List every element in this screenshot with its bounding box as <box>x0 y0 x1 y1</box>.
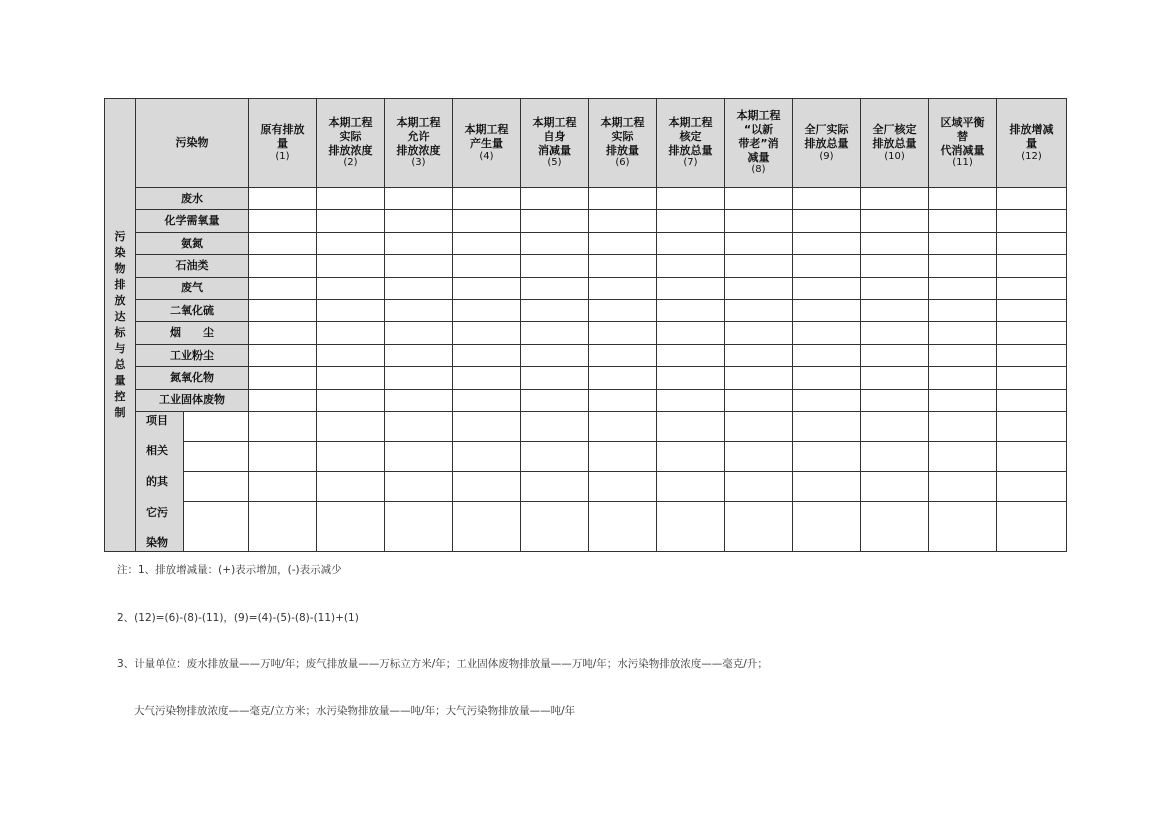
data-cell <box>657 299 725 321</box>
column-header-number: (11) <box>952 157 973 169</box>
note-2: 2、(12)=(6)-(8)-(11)，(9)=(4)-(5)-(8)-(11)+(1) <box>117 612 359 624</box>
data-cell <box>317 232 385 254</box>
data-cell <box>453 210 521 232</box>
other-pollutants-label-line: 它污 <box>146 505 168 519</box>
data-cell <box>453 322 521 344</box>
data-cell <box>453 389 521 411</box>
data-cell <box>589 389 657 411</box>
data-cell <box>385 344 453 366</box>
pollutant-header: 污染物 <box>136 99 249 188</box>
data-cell <box>657 322 725 344</box>
data-cell <box>929 299 997 321</box>
data-cell <box>453 411 521 441</box>
column-header-number: (12) <box>1021 150 1042 162</box>
column-header <box>997 99 1067 188</box>
data-cell <box>793 411 861 441</box>
column-header <box>657 99 725 188</box>
data-cell <box>997 277 1067 299</box>
pollutant-row-label: 化学需氧量 <box>136 210 249 232</box>
data-cell <box>589 255 657 277</box>
data-cell <box>521 344 589 366</box>
data-cell <box>657 232 725 254</box>
data-cell <box>385 501 453 551</box>
column-header-label: 全厂实际 排放总量 <box>804 123 849 150</box>
data-cell <box>657 188 725 210</box>
data-cell <box>249 411 317 441</box>
data-cell <box>453 299 521 321</box>
column-header-label: 原有排放 量 <box>260 123 305 150</box>
data-cell <box>249 277 317 299</box>
data-cell <box>657 471 725 501</box>
data-cell <box>453 232 521 254</box>
data-cell <box>929 441 997 471</box>
data-cell <box>793 322 861 344</box>
data-cell <box>249 188 317 210</box>
column-header-number: (10) <box>884 150 905 162</box>
data-cell <box>521 367 589 389</box>
column-header-label: 本期工程 “以新 带老”消 减量 <box>736 109 781 164</box>
data-cell <box>385 441 453 471</box>
data-cell <box>929 501 997 551</box>
data-cell <box>657 210 725 232</box>
column-header-number: (3) <box>411 157 426 169</box>
data-cell <box>589 277 657 299</box>
data-cell <box>589 322 657 344</box>
column-header-number: (2) <box>343 157 358 169</box>
data-cell <box>589 299 657 321</box>
side-label-cell <box>105 99 136 552</box>
data-cell <box>521 299 589 321</box>
data-cell <box>861 501 929 551</box>
column-header-number: (7) <box>683 157 698 169</box>
data-cell <box>861 210 929 232</box>
data-cell <box>861 344 929 366</box>
data-cell <box>385 389 453 411</box>
column-header <box>589 99 657 188</box>
data-cell <box>929 210 997 232</box>
other-pollutants-label-line: 染物 <box>146 536 168 550</box>
data-cell <box>929 367 997 389</box>
data-cell <box>249 210 317 232</box>
data-cell <box>861 299 929 321</box>
data-cell <box>725 344 793 366</box>
data-cell <box>997 389 1067 411</box>
column-header-number: (5) <box>547 157 562 169</box>
data-cell <box>521 389 589 411</box>
data-cell <box>317 277 385 299</box>
data-cell <box>317 344 385 366</box>
data-cell <box>249 322 317 344</box>
data-cell <box>657 344 725 366</box>
data-cell <box>317 367 385 389</box>
pollutant-row-label: 废水 <box>136 188 249 210</box>
data-cell <box>589 441 657 471</box>
pollutant-row-label: 工业固体废物 <box>136 389 249 411</box>
data-cell <box>249 441 317 471</box>
data-cell <box>317 299 385 321</box>
data-cell <box>589 344 657 366</box>
other-pollutant-name-cell <box>184 501 249 551</box>
data-cell <box>725 501 793 551</box>
data-cell <box>385 210 453 232</box>
data-cell <box>929 277 997 299</box>
other-pollutants-label-line: 项目 <box>146 413 168 427</box>
data-cell <box>385 411 453 441</box>
data-cell <box>997 367 1067 389</box>
data-cell <box>657 367 725 389</box>
column-header-number: (8) <box>751 164 766 176</box>
data-cell <box>589 188 657 210</box>
data-cell <box>725 389 793 411</box>
data-cell <box>657 411 725 441</box>
data-cell <box>249 255 317 277</box>
data-cell <box>657 277 725 299</box>
data-cell <box>453 367 521 389</box>
note-3: 3、计量单位：废水排放量——万吨/年；废气排放量——万标立方米/年；工业固体废物排放量——万吨/年；水污染物排放浓度——毫克/升； <box>117 658 768 670</box>
column-header-label: 本期工程 产生量 <box>464 123 509 150</box>
data-cell <box>793 344 861 366</box>
column-header <box>453 99 521 188</box>
data-cell <box>861 389 929 411</box>
data-cell <box>793 441 861 471</box>
column-header <box>861 99 929 188</box>
data-cell <box>249 501 317 551</box>
data-cell <box>861 188 929 210</box>
data-cell <box>317 441 385 471</box>
data-cell <box>385 188 453 210</box>
other-pollutant-name-cell <box>184 441 249 471</box>
data-cell <box>929 255 997 277</box>
column-header-label: 本期工程 实际 排放量 <box>600 116 645 157</box>
data-cell <box>997 344 1067 366</box>
data-cell <box>589 210 657 232</box>
data-cell <box>929 188 997 210</box>
pollutant-control-table <box>104 98 1067 552</box>
data-cell <box>249 471 317 501</box>
data-cell <box>861 471 929 501</box>
data-cell <box>385 255 453 277</box>
data-cell <box>317 471 385 501</box>
column-header-label: 区域平衡 替 代消减量 <box>940 116 985 157</box>
column-header-label: 本期工程 允许 排放浓度 <box>396 116 441 157</box>
data-cell <box>657 255 725 277</box>
data-cell <box>453 501 521 551</box>
data-cell <box>793 471 861 501</box>
data-cell <box>725 232 793 254</box>
note-1: 注：1、排放增减量：(+)表示增加，(-)表示减少 <box>117 564 342 576</box>
data-cell <box>929 389 997 411</box>
data-cell <box>861 232 929 254</box>
data-cell <box>929 232 997 254</box>
pollutant-row-label: 工业粉尘 <box>136 344 249 366</box>
column-header-number: (9) <box>819 150 834 162</box>
data-cell <box>385 299 453 321</box>
data-cell <box>521 277 589 299</box>
data-cell <box>317 389 385 411</box>
data-cell <box>793 299 861 321</box>
data-cell <box>861 255 929 277</box>
data-cell <box>725 322 793 344</box>
data-cell <box>929 411 997 441</box>
data-cell <box>793 188 861 210</box>
data-cell <box>861 322 929 344</box>
data-cell <box>997 299 1067 321</box>
data-cell <box>317 188 385 210</box>
data-cell <box>521 411 589 441</box>
pollutant-row-label: 氨氮 <box>136 232 249 254</box>
column-header-label: 本期工程 核定 排放总量 <box>668 116 713 157</box>
column-header-number: (4) <box>479 150 494 162</box>
column-header <box>317 99 385 188</box>
data-cell <box>453 188 521 210</box>
column-header <box>793 99 861 188</box>
other-pollutants-label-line: 的其 <box>146 475 168 489</box>
data-cell <box>997 411 1067 441</box>
data-cell <box>997 441 1067 471</box>
data-cell <box>317 322 385 344</box>
data-cell <box>997 255 1067 277</box>
column-header <box>521 99 589 188</box>
pollutant-row-label: 烟 尘 <box>136 322 249 344</box>
data-cell <box>929 322 997 344</box>
column-header-label: 全厂核定 排放总量 <box>872 123 917 150</box>
data-cell <box>725 411 793 441</box>
data-cell <box>385 367 453 389</box>
pollutant-row-label: 石油类 <box>136 255 249 277</box>
data-cell <box>589 367 657 389</box>
data-cell <box>385 277 453 299</box>
data-cell <box>929 471 997 501</box>
data-cell <box>997 501 1067 551</box>
pollutant-row-label: 二氧化硫 <box>136 299 249 321</box>
data-cell <box>997 232 1067 254</box>
column-header <box>249 99 317 188</box>
data-cell <box>793 501 861 551</box>
data-cell <box>997 210 1067 232</box>
data-cell <box>861 277 929 299</box>
data-cell <box>725 441 793 471</box>
data-cell <box>793 367 861 389</box>
data-cell <box>725 299 793 321</box>
data-cell <box>521 255 589 277</box>
data-cell <box>249 344 317 366</box>
column-header-number: (6) <box>615 157 630 169</box>
data-cell <box>453 255 521 277</box>
data-cell <box>861 411 929 441</box>
data-cell <box>657 389 725 411</box>
data-cell <box>385 471 453 501</box>
data-cell <box>793 277 861 299</box>
other-pollutant-name-cell <box>184 411 249 441</box>
data-cell <box>657 501 725 551</box>
data-cell <box>793 389 861 411</box>
data-cell <box>453 441 521 471</box>
data-cell <box>317 255 385 277</box>
column-header <box>725 99 793 188</box>
data-cell <box>317 210 385 232</box>
data-cell <box>861 367 929 389</box>
data-cell <box>317 411 385 441</box>
data-cell <box>385 232 453 254</box>
data-cell <box>861 441 929 471</box>
data-cell <box>521 471 589 501</box>
data-cell <box>793 255 861 277</box>
data-cell <box>589 471 657 501</box>
data-cell <box>725 367 793 389</box>
data-cell <box>725 188 793 210</box>
data-cell <box>249 232 317 254</box>
column-header-label: 排放增减 量 <box>1009 123 1054 150</box>
column-header-label: 本期工程 自身 消减量 <box>532 116 577 157</box>
data-cell <box>793 210 861 232</box>
column-header <box>385 99 453 188</box>
data-cell <box>725 210 793 232</box>
data-cell <box>521 210 589 232</box>
column-header-label: 本期工程 实际 排放浓度 <box>328 116 373 157</box>
data-cell <box>521 441 589 471</box>
data-cell <box>725 255 793 277</box>
data-cell <box>521 501 589 551</box>
other-pollutants-label-line: 相关 <box>146 444 168 458</box>
data-cell <box>453 471 521 501</box>
data-cell <box>385 322 453 344</box>
note-4: 大气污染物排放浓度——毫克/立方米；水污染物排放量——吨/年；大气污染物排放量——吨/年 <box>134 705 576 717</box>
data-cell <box>589 232 657 254</box>
data-cell <box>929 344 997 366</box>
column-header <box>929 99 997 188</box>
data-cell <box>453 344 521 366</box>
other-pollutant-name-cell <box>184 471 249 501</box>
data-cell <box>589 411 657 441</box>
data-cell <box>249 389 317 411</box>
data-cell <box>249 299 317 321</box>
data-cell <box>997 188 1067 210</box>
data-cell <box>725 277 793 299</box>
data-cell <box>521 322 589 344</box>
data-cell <box>657 441 725 471</box>
data-cell <box>997 322 1067 344</box>
column-header-number: (1) <box>275 150 290 162</box>
other-pollutants-label <box>136 411 184 551</box>
data-cell <box>521 188 589 210</box>
data-cell <box>317 501 385 551</box>
data-cell <box>725 471 793 501</box>
pollutant-row-label: 氮氧化物 <box>136 367 249 389</box>
data-cell <box>453 277 521 299</box>
data-cell <box>793 232 861 254</box>
data-cell <box>521 232 589 254</box>
side-label: 污染物排放达标与总量控制 <box>114 230 126 419</box>
data-cell <box>997 471 1067 501</box>
data-cell <box>589 501 657 551</box>
data-cell <box>249 367 317 389</box>
pollutant-row-label: 废气 <box>136 277 249 299</box>
